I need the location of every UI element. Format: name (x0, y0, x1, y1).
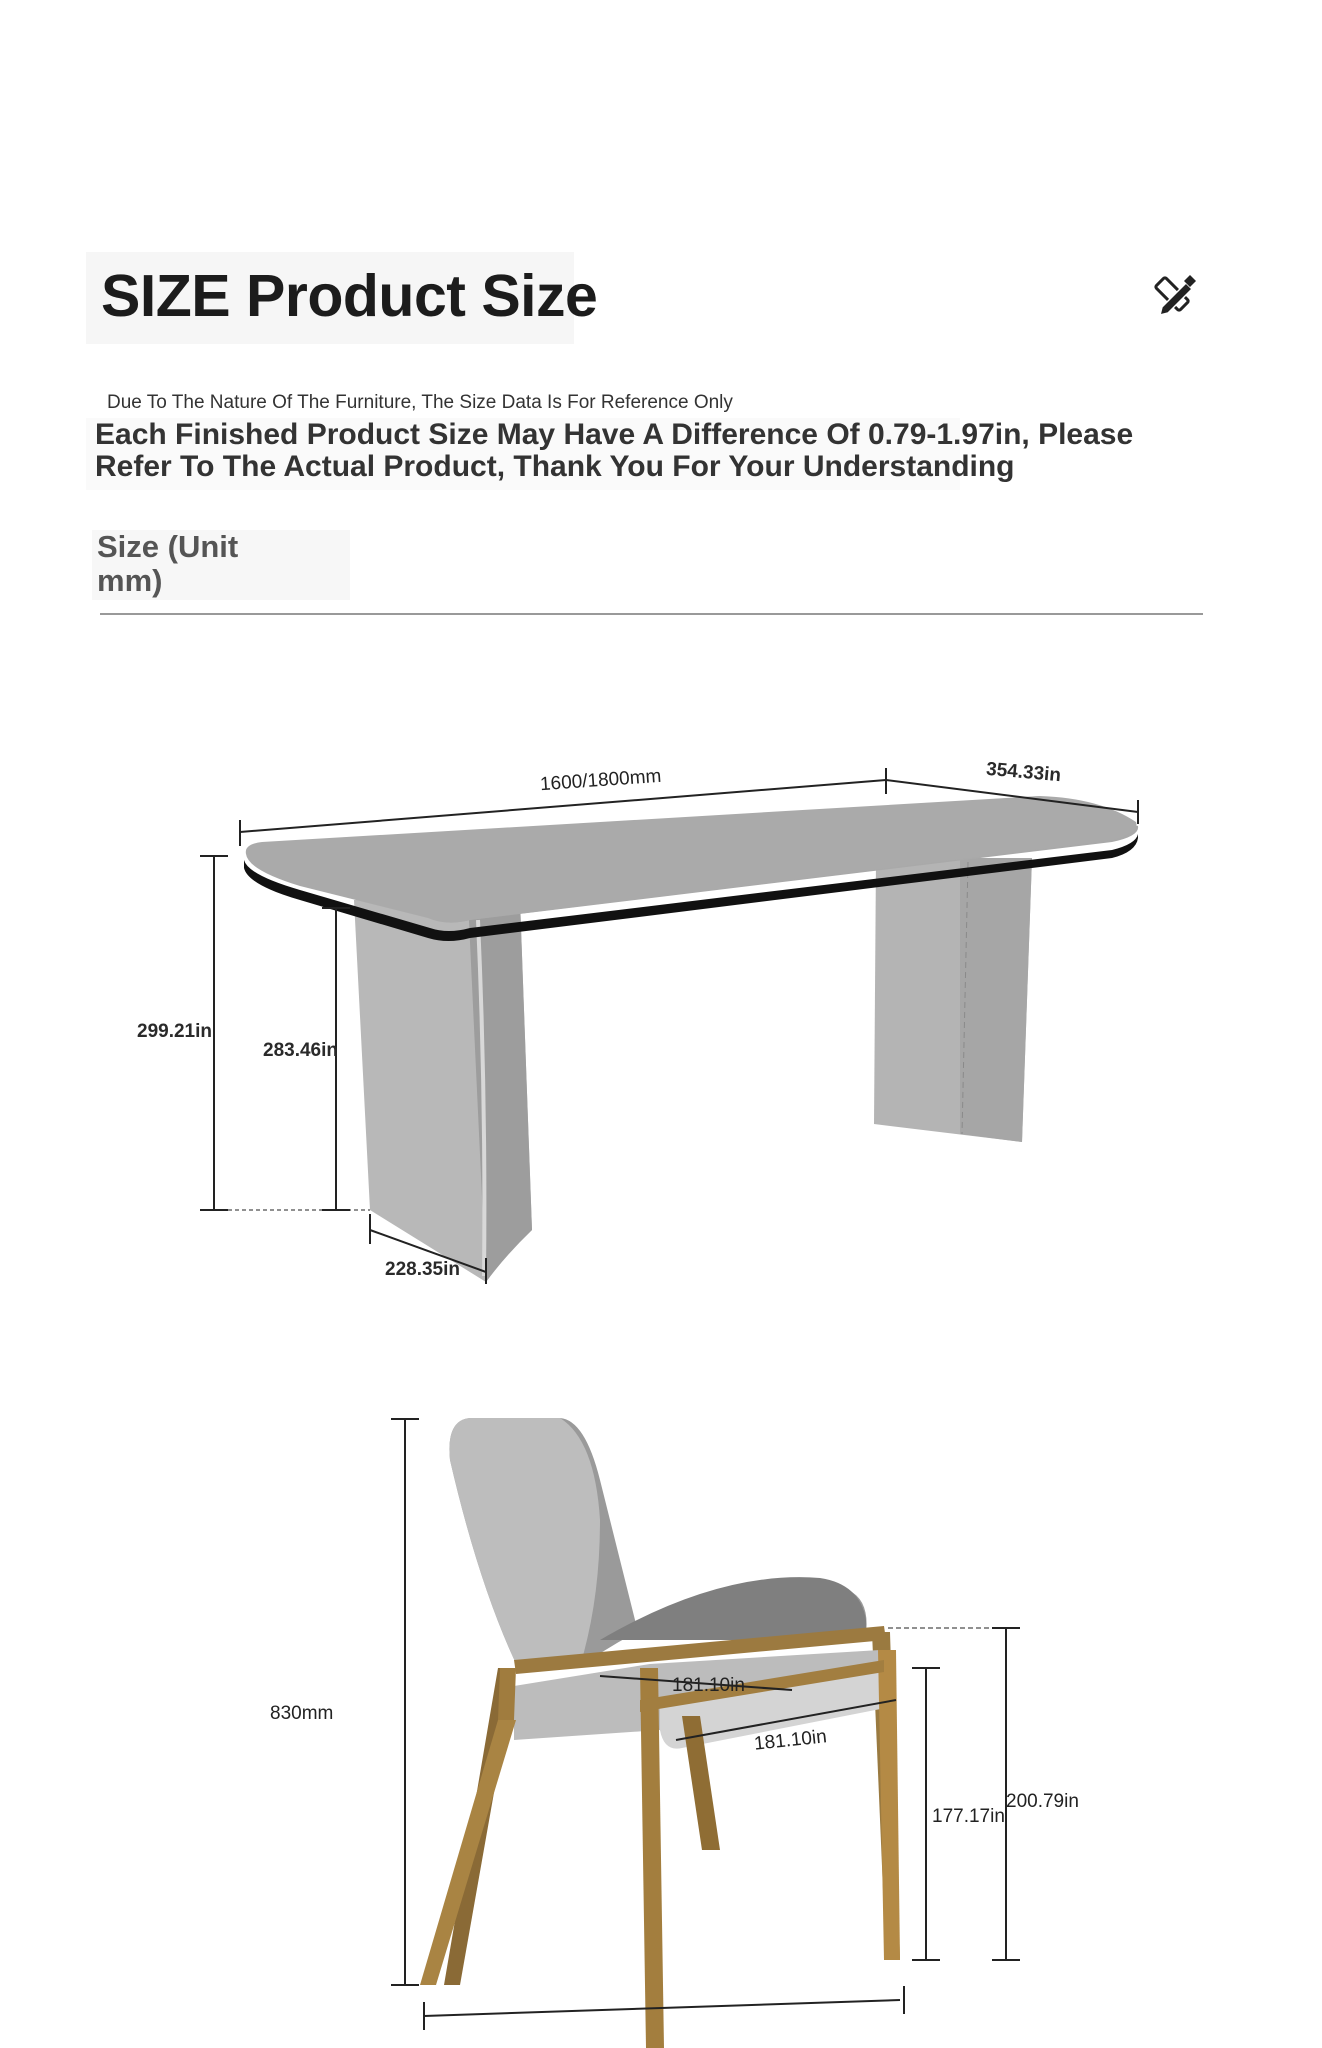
chair-arm-height-label: 200.79in (1006, 1791, 1079, 1812)
table-depth-label: 354.33in (985, 758, 1062, 787)
table-leg-width-label: 228.35in (385, 1259, 460, 1280)
table-length-label: 1600/1800mm (539, 765, 663, 796)
dining-chair-illustration (420, 1418, 900, 2048)
chair-seat-depth-label: 181.10in (672, 1675, 745, 1696)
chair-seat-width-label: 181.10in (753, 1726, 828, 1755)
dining-table-illustration (244, 796, 1138, 1282)
reference-note: Due To The Nature Of The Furniture, The Size Data Is For Reference Only (107, 392, 733, 413)
section-divider (100, 613, 1203, 615)
unit-label: Size (Unit mm) (97, 529, 239, 598)
table-leg-height-label: 283.46in (263, 1040, 338, 1061)
difference-notice: Each Finished Product Size May Have A Difference Of 0.79-1.97in, Please Refer To The Actual Product, Thank You For Your Understanding (95, 418, 1134, 483)
chair-seat-height-label: 177.17in (932, 1806, 1005, 1827)
table-height-label: 299.21in (137, 1021, 212, 1042)
page-title: SIZE Product Size (101, 263, 598, 329)
pencil-ruler-icon (1155, 275, 1196, 315)
chair-height-label: 830mm (270, 1703, 334, 1724)
